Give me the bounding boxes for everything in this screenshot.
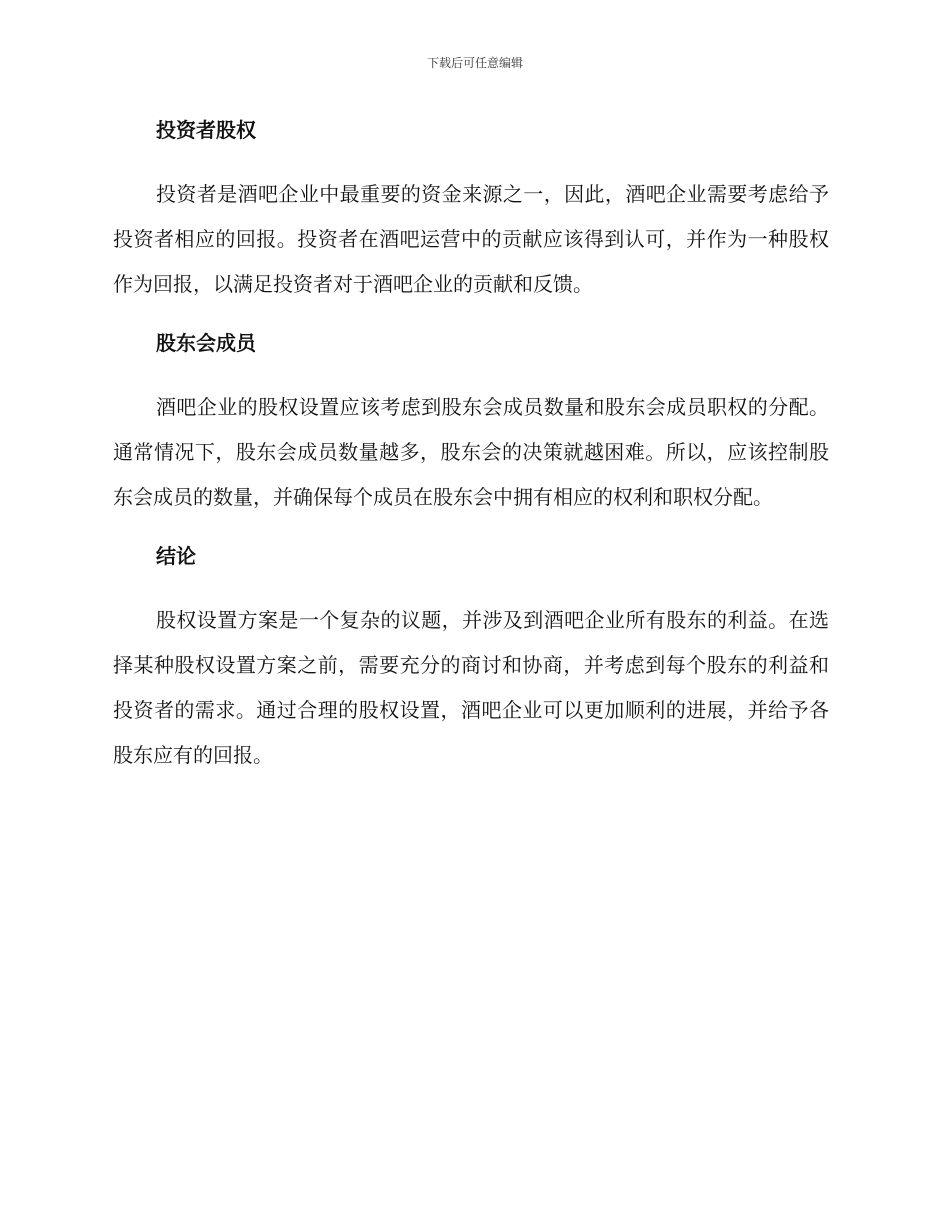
section-heading: 股东会成员 bbox=[156, 331, 256, 355]
section-heading: 结论 bbox=[156, 544, 196, 568]
page-header-note: 下载后可任意编辑 bbox=[426, 56, 523, 70]
section-conclusion bbox=[113, 534, 829, 778]
section-paragraph: 股权设置方案是一个复杂的议题，并涉及到酒吧企业所有股东的利益。在选择某种股权设置方案之前，需要充分的商讨和协商，并考虑到每个股东的利益和投资者的需求。通过合理的股权设置，酒吧企业可以更加顺利的进展，并给予各股东应有的回报。 bbox=[113, 608, 829, 767]
section-shareholder-members bbox=[113, 321, 829, 520]
section-investor-equity bbox=[113, 108, 829, 307]
document-body bbox=[113, 108, 829, 792]
section-heading: 投资者股权 bbox=[156, 118, 256, 142]
section-paragraph: 投资者是酒吧企业中最重要的资金来源之一，因此，酒吧企业需要考虑给予投资者相应的回报。投资者在酒吧运营中的贡献应该得到认可，并作为一种股权作为回报，以满足投资者对于酒吧企业的贡献和反馈。 bbox=[113, 182, 829, 296]
section-paragraph: 酒吧企业的股权设置应该考虑到股东会成员数量和股东会成员职权的分配。通常情况下，股东会成员数量越多，股东会的决策就越困难。所以，应该控制股东会成员的数量，并确保每个成员在股东会中拥有相应的权利和职权分配。 bbox=[113, 395, 829, 509]
